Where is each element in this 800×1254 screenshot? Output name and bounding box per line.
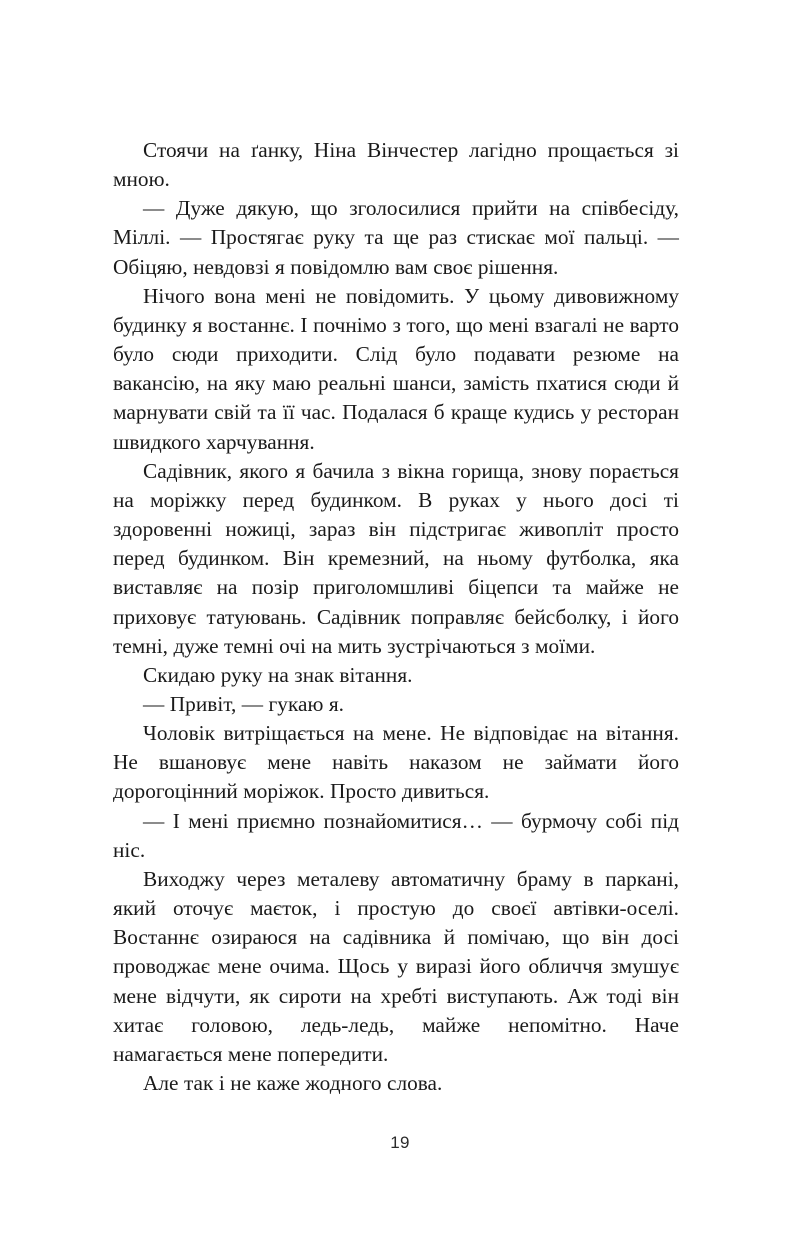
paragraph: Чоловік витріщається на мене. Не відповідає на вітання. Не вшановує мене навіть наказом не займати його дорогоцінний моріжок. Просто дивиться. xyxy=(113,721,679,804)
paragraph-dialogue: — Дуже дякую, що зголосилися прийти на співбесіду, Міллі. — Простягає руку та ще раз стискає мої пальці. — Обіцяю, невдовзі я повідомлю вам своє рішення. xyxy=(113,196,679,279)
paragraph: Садівник, якого я бачила з вікна горища, знову порається на моріжку перед будинком. В руках у нього досі ті здоровенні ножиці, зараз він підстригає живопліт просто перед будинком. Він кремезний, на ньому футболка, яка виставляє на позір приголомшливі біцепси та майже не приховує татуювань. Садівник поправляє бейсболку, і його темні, дуже темні очі на мить зустрічаються з моїми. xyxy=(113,458,679,658)
paragraph: Скидаю руку на знак вітання. xyxy=(143,662,413,687)
page-text-block xyxy=(113,136,679,1098)
paragraph: Нічого вона мені не повідомить. У цьому дивовижному будинку я востаннє. І почнімо з того, що мені взагалі не варто було сюди приходити. Слід було подавати резюме на вакансію, на яку маю реальні шанси, замість пхатися сюди й марнувати свій та її час. Подалася б краще кудись у ресторан швидкого харчування. xyxy=(113,283,679,454)
paragraph-dialogue: — Привіт, — гукаю я. xyxy=(143,691,345,716)
paragraph-dialogue: — І мені приємно познайомитися… — бурмочу собі під ніс. xyxy=(113,808,679,862)
page-number: 19 xyxy=(390,1133,410,1152)
paragraph: Але так і не каже жодного слова. xyxy=(143,1071,443,1095)
paragraph: Стоячи на ґанку, Ніна Вінчестер лагідно прощається зі мною. xyxy=(113,138,679,192)
paragraph: Виходжу через металеву автоматичну браму в паркані, який оточує маєток, і простую до своєї автівки-оселі. Востаннє озираюся на садівника й помічаю, що він досі проводжає мене очима. Щось у виразі його обличчя змушує мене відчути, як сироти на хребті виступають. Аж тоді він хитає головою, ледь-ледь, майже непомітно. Наче намагається мене попередити. xyxy=(113,866,679,1066)
